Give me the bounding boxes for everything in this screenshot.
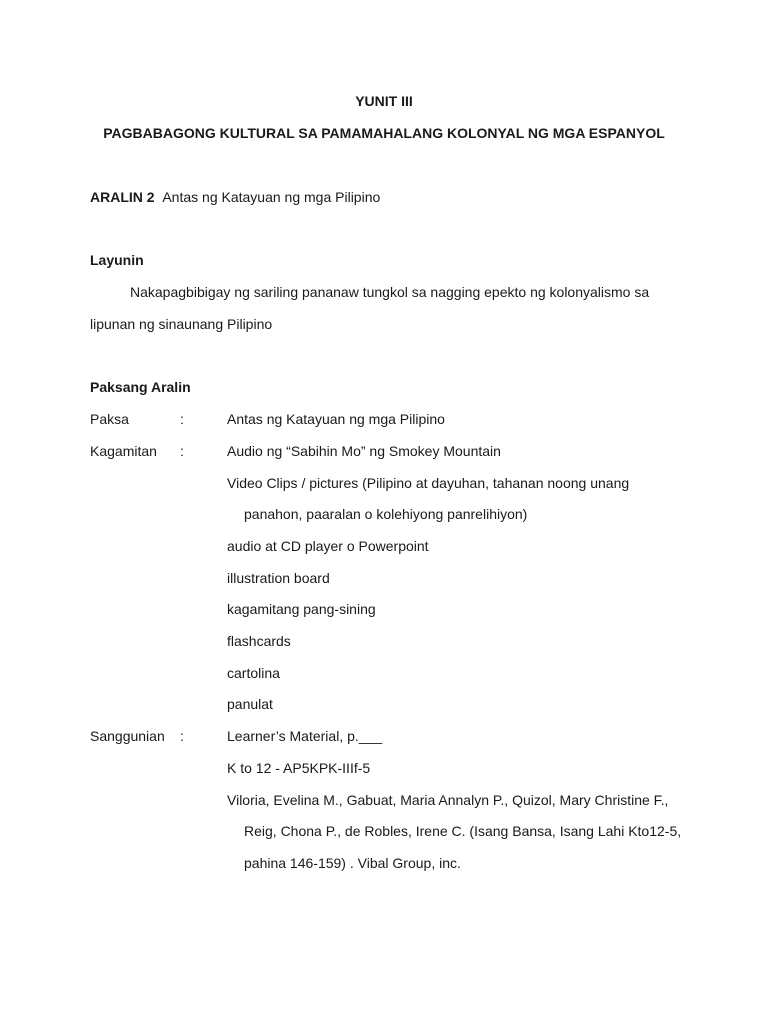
material-item: Video Clips / pictures (Pilipino at dayuhan, tahanan noong unang xyxy=(227,475,630,491)
references-label: Sanggunian xyxy=(90,728,165,744)
reference-item: Learner’s Material, p.___ xyxy=(227,728,383,744)
unit-heading: YUNIT III xyxy=(355,93,413,109)
materials-label: Kagamitan xyxy=(90,443,157,459)
lesson-heading xyxy=(90,189,380,205)
topic-label: Paksa xyxy=(90,411,129,427)
material-item: flashcards xyxy=(227,633,291,649)
reference-item-continuation: Reig, Chona P., de Robles, Irene C. (Isang Bansa, Isang Lahi Kto12-5, xyxy=(244,823,682,839)
unit-title: PAGBABAGONG KULTURAL SA PAMAMAHALANG KOLONYAL NG MGA ESPANYOL xyxy=(103,125,665,141)
reference-item: Viloria, Evelina M., Gabuat, Maria Annalyn P., Quizol, Mary Christine F., xyxy=(227,792,669,808)
objective-line-2: lipunan ng sinaunang Pilipino xyxy=(90,316,273,332)
topic-colon: : xyxy=(180,411,184,427)
objective-heading: Layunin xyxy=(90,252,144,268)
lesson-title: Antas ng Katayuan ng mga Pilipino xyxy=(162,189,381,205)
topic-value: Antas ng Katayuan ng mga Pilipino xyxy=(227,411,445,427)
materials-colon: : xyxy=(180,443,184,459)
reference-item-continuation: pahina 146-159) . Vibal Group, inc. xyxy=(244,855,461,871)
material-item: audio at CD player o Powerpoint xyxy=(227,538,429,554)
material-item: panulat xyxy=(227,696,273,712)
material-item: cartolina xyxy=(227,665,280,681)
material-item: illustration board xyxy=(227,570,330,586)
subject-matter-heading: Paksang Aralin xyxy=(90,379,191,395)
material-item: Audio ng “Sabihin Mo” ng Smokey Mountain xyxy=(227,443,501,459)
references-colon: : xyxy=(180,728,184,744)
objective-line-1: Nakapagbibigay ng sariling pananaw tungkol sa nagging epekto ng kolonyalismo sa xyxy=(130,284,650,300)
lesson-label: ARALIN 2 xyxy=(90,189,155,205)
material-item: kagamitang pang-sining xyxy=(227,601,376,617)
material-item-continuation: panahon, paaralan o kolehiyong panrelihiyon) xyxy=(244,506,528,522)
reference-item: K to 12 - AP5KPK-IIIf-5 xyxy=(227,760,371,776)
